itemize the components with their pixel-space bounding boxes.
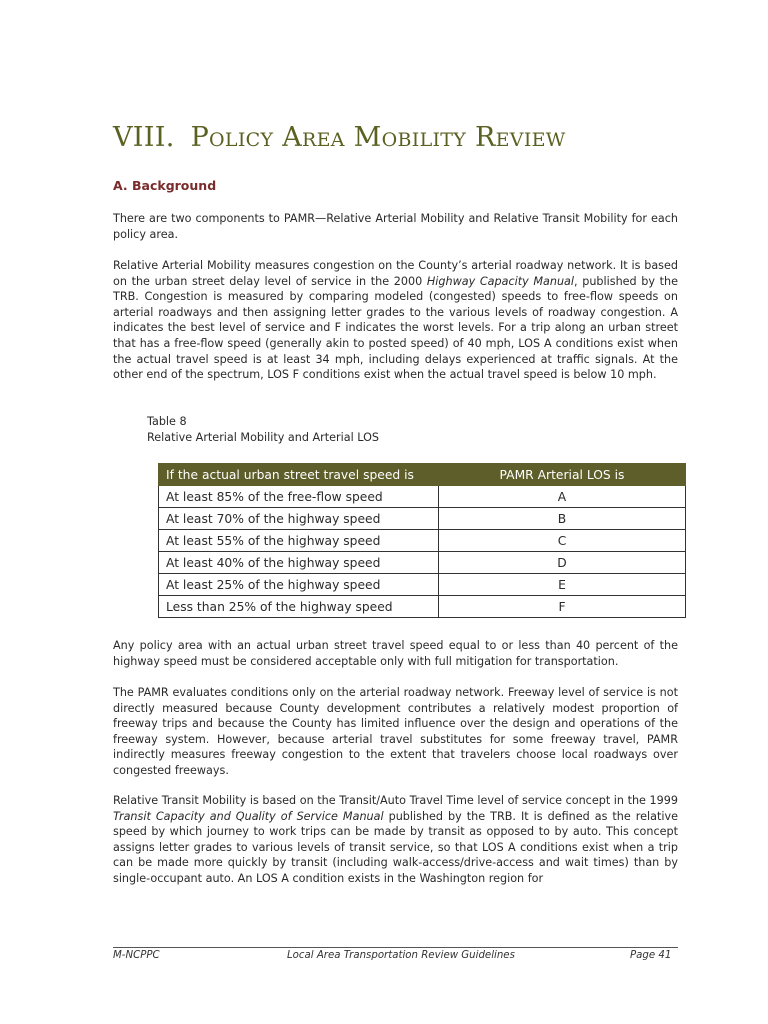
table-row	[159, 508, 686, 530]
table-row	[159, 596, 686, 618]
table-cell-los: A	[439, 486, 686, 508]
paragraph-text: Relative Transit Mobility is based on the Transit/Auto Travel Time level of service concept in the 1999	[113, 794, 678, 807]
table-cell-speed: Less than 25% of the highway speed	[159, 596, 439, 618]
table-cell-los: F	[439, 596, 686, 618]
paragraph-arterial-mobility	[113, 258, 678, 383]
table-row	[159, 486, 686, 508]
citation-italic: Transit Capacity and Quality of Service Manual	[113, 809, 384, 823]
table-header-cell: PAMR Arterial LOS is	[439, 464, 686, 486]
citation-italic: Highway Capacity Manual	[426, 274, 575, 288]
table-cell-speed: At least 40% of the highway speed	[159, 552, 439, 574]
paragraph-mitigation: Any policy area with an actual urban street travel speed equal to or less than 40 percent of the highway speed must be considered acceptable only with full mitigation for transportation.	[113, 639, 678, 668]
footer-document-title: Local Area Transportation Review Guidelines	[287, 950, 515, 961]
footer-page-number: Page 41	[630, 950, 672, 961]
table-row	[159, 552, 686, 574]
table-cell-speed: At least 85% of the free-flow speed	[159, 486, 439, 508]
table-cell-los: E	[439, 574, 686, 596]
chapter-title-text: Policy Area Mobility Review	[190, 122, 566, 153]
section-heading: A. Background	[113, 178, 217, 193]
footer-divider	[113, 947, 678, 948]
table-cell-speed: At least 70% of the highway speed	[159, 508, 439, 530]
table-title: Relative Arterial Mobility and Arterial LOS	[147, 431, 380, 444]
paragraph-intro: There are two components to PAMR—Relative Arterial Mobility and Relative Transit Mobility for each policy area.	[113, 212, 678, 241]
table-cell-speed: At least 25% of the highway speed	[159, 574, 439, 596]
chapter-number: VIII.	[113, 122, 175, 153]
paragraph-freeway: The PAMR evaluates conditions only on the arterial roadway network. Freeway level of service is not directly measured because County development contributes a relatively modest proportion of freeway trips and because the County has limited influence over the design and operations of the freeway system. However, because arterial travel substitutes for some freeway travel, PAMR indirectly measures freeway congestion to the extent that travelers choose local roadways over congested freeways.	[113, 686, 678, 777]
paragraph-transit-mobility	[113, 793, 678, 887]
table-header-row	[159, 464, 686, 486]
table-cell-los: C	[439, 530, 686, 552]
table-cell-speed: At least 55% of the highway speed	[159, 530, 439, 552]
table-header-cell: If the actual urban street travel speed is	[159, 464, 439, 486]
chapter-title	[113, 122, 713, 153]
table-number: Table 8	[147, 415, 187, 428]
paragraph-text: published by the TRB. It is defined as the relative speed by which journey to work trips can be made by transit as opposed to by auto. This concept assigns letter grades to various levels of transit service, so that LOS A conditions exist when a trip can be made more quickly by transit (including walk-access/drive-access and wait times) than by single-occupant auto. An LOS A condition exists in the Washington region for	[113, 809, 678, 885]
paragraph-text: , published by the TRB. Congestion is measured by comparing modeled (congested) speeds to free-flow speeds on arterial roadways and then assigning letter grades to the various levels of roadway congestion. A indicates the best level of service and F indicates the worst levels. For a trip along an urban street that has a free-flow speed (generally akin to posted speed) of 40 mph, LOS A conditions exist when the actual travel speed is at least 34 mph, including delays experienced at traffic signals. At the other end of the spectrum, LOS F conditions exist when the actual travel speed is below 10 mph.	[113, 274, 679, 382]
table-row	[159, 574, 686, 596]
los-table	[158, 463, 686, 618]
footer-org: M-NCPPC	[113, 950, 160, 961]
table-cell-los: B	[439, 508, 686, 530]
table-row	[159, 530, 686, 552]
paragraph-text: Relative Arterial Mobility measures congestion on the County’s arterial roadway network. It is based on the urban street delay level of service in the 2000	[113, 259, 678, 288]
table-cell-los: D	[439, 552, 686, 574]
